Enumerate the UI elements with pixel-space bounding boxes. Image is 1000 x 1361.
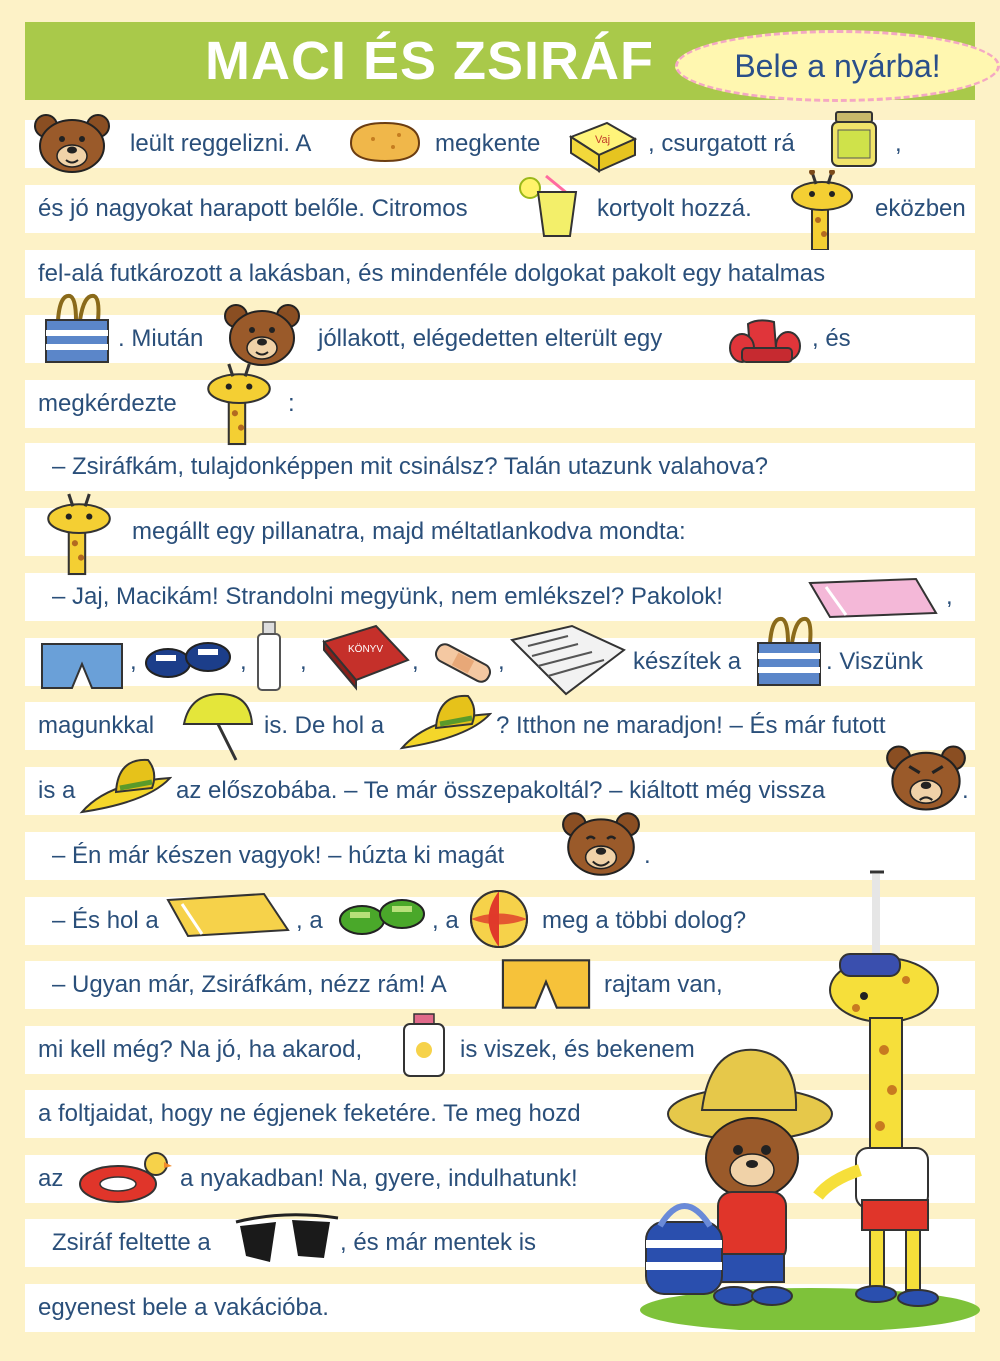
plaster-icon — [428, 636, 498, 690]
yellow-shorts-icon — [498, 956, 594, 1012]
beach-bag-icon — [40, 290, 114, 368]
story-line-14b: rajtam van, — [604, 971, 723, 998]
story-line-8: – Jaj, Macikám! Strandolni megyünk, nem emlékszel? Pakolok! — [52, 583, 723, 610]
story-line-1b: megkente — [435, 130, 541, 157]
header-bar — [25, 22, 975, 100]
sun-hat-icon — [78, 752, 172, 822]
swim-ring-icon — [76, 1148, 172, 1208]
armchair-icon — [728, 318, 804, 366]
giraffe-icon — [38, 488, 118, 578]
story-line-11b: az előszobába. – Te már összepakoltál? – kiáltott még vissza — [176, 777, 826, 804]
slippers-icon — [142, 633, 236, 683]
story-line-15b: is viszek, és bekenem — [460, 1036, 695, 1063]
story-line-9b: . Viszünk — [826, 648, 923, 675]
sunscreen-icon — [400, 1012, 448, 1078]
bread-icon — [345, 117, 425, 167]
honey-jar-icon — [828, 108, 880, 170]
story-line-4c: , és — [812, 325, 851, 352]
title-badge: Bele a nyárba! — [675, 30, 1000, 102]
story-line-13b: , a — [296, 907, 323, 934]
story-line-6: – Zsiráfkám, tulajdonképpen mit csinálsz? Talán utazunk valahova? — [52, 453, 768, 480]
towel-icon — [806, 575, 940, 621]
angry-bear-icon — [884, 740, 968, 816]
story-line-3: fel-alá futkározott a lakásban, és mindenféle dolgokat pakolt egy hatalmas — [38, 260, 826, 287]
story-line-5b: : — [288, 390, 295, 417]
story-line-10: magunkkal — [38, 712, 155, 739]
newspaper-icon — [508, 622, 628, 698]
giraffe-icon — [782, 170, 860, 250]
story-line-16: a foltjaidat, hogy ne égjenek feketére. Te meg hozd — [38, 1100, 581, 1127]
giraffe-icon — [198, 360, 278, 446]
story-line-2c: eközben — [875, 195, 966, 222]
bear-and-giraffe-illustration — [640, 870, 980, 1330]
book-cover-label: KÖNYV — [348, 644, 384, 655]
story-line-1c: , csurgatott rá — [648, 130, 795, 157]
story-line-10b: is. De hol a — [264, 712, 385, 739]
bottle-icon — [255, 620, 283, 692]
bear-icon — [222, 302, 302, 368]
separator-comma: , — [300, 648, 307, 675]
butter-icon — [565, 115, 640, 175]
separator-comma: , — [130, 648, 137, 675]
separator-comma: , — [412, 648, 419, 675]
beach-bag-icon — [752, 612, 826, 692]
story-line-5: megkérdezte — [38, 390, 177, 417]
bear-icon — [32, 112, 112, 174]
story-line-15: mi kell még? Na jó, ha akarod, — [38, 1036, 363, 1063]
story-line-12b: . — [644, 842, 651, 869]
story-line-13: – És hol a — [52, 907, 159, 934]
green-slippers-icon — [336, 890, 430, 940]
page-title: MACI ÉS ZSIRÁF — [205, 31, 655, 91]
story-line-17b: a nyakadban! Na, gyere, indulhatunk! — [180, 1165, 578, 1192]
beach-towel-icon — [164, 890, 292, 940]
story-line-4b: jóllakott, elégedetten elterült egy — [318, 325, 663, 352]
story-line-18b: , és már mentek is — [340, 1229, 537, 1256]
story-line-9: készítek a — [633, 648, 742, 675]
story-line-2: és jó nagyokat harapott belőle. Citromos — [38, 195, 468, 222]
parasol-icon — [180, 690, 256, 764]
sun-hat-icon — [398, 688, 492, 758]
sunglasses-icon — [234, 1208, 340, 1268]
happy-bear-icon — [560, 808, 642, 880]
story-line-13d: meg a többi dolog? — [542, 907, 747, 934]
story-line-18: Zsiráf feltette a — [52, 1229, 211, 1256]
story-line-14: – Ugyan már, Zsiráfkám, nézz rám! A — [52, 971, 447, 998]
story-line-19: egyenest bele a vakációba. — [38, 1294, 329, 1321]
book-icon — [318, 622, 412, 692]
story-line-11c: . — [962, 777, 969, 804]
story-line-1: leült reggelizni. A — [130, 130, 312, 157]
story-line-17: az — [38, 1165, 64, 1192]
swim-shorts-icon — [38, 640, 126, 692]
story-line-12: – Én már készen vagyok! – húzta ki magát — [52, 842, 505, 869]
story-line-4: . Miután — [118, 325, 204, 352]
story-line-13c: , a — [432, 907, 459, 934]
lemonade-icon — [516, 172, 586, 242]
story-line-2b: kortyolt hozzá. — [597, 195, 752, 222]
separator-comma: , — [498, 648, 505, 675]
story-line-10c: ? Itthon ne maradjon! – És már futott — [496, 712, 886, 739]
story-line-11: is a — [38, 777, 76, 804]
separator-comma: , — [240, 648, 247, 675]
story-line-8b: , — [946, 583, 953, 610]
butter-label: Vaj — [595, 134, 611, 146]
story-line-1d: , — [895, 130, 902, 157]
beach-ball-icon — [468, 888, 530, 950]
story-line-7: megállt egy pillanatra, majd méltatlankodva mondta: — [132, 518, 686, 545]
